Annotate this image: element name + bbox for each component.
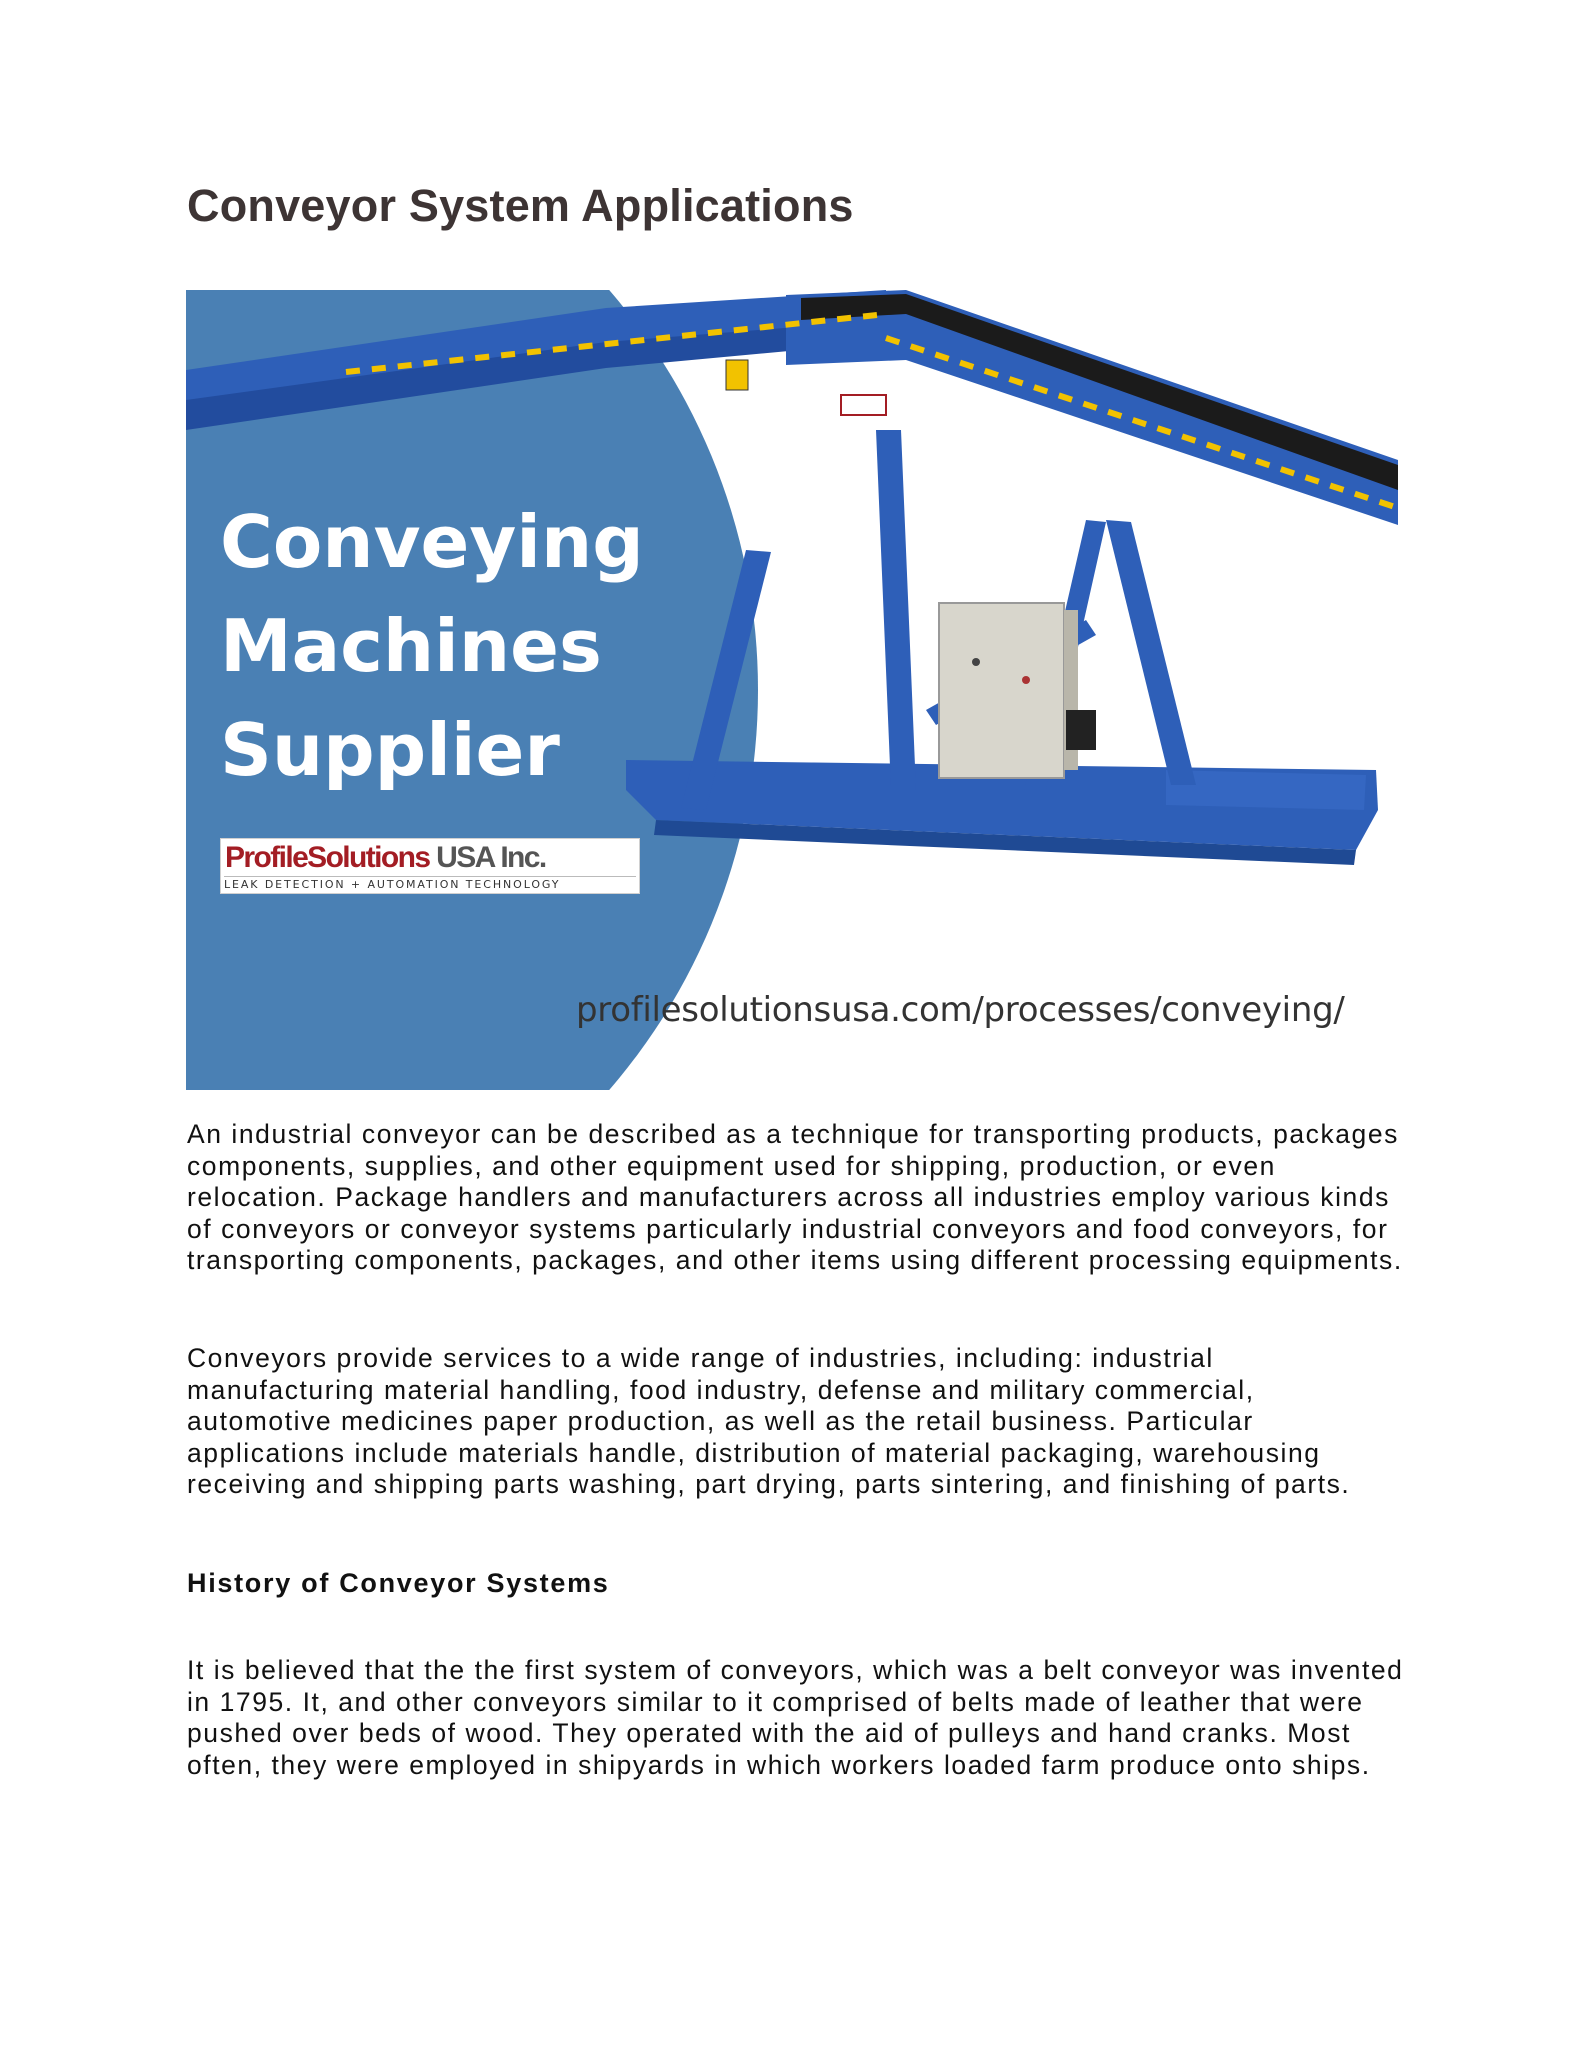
company-logo <box>220 838 640 894</box>
logo-name-part1: ProfileSolutions <box>225 841 430 874</box>
banner-headline <box>220 490 644 802</box>
history-heading: History of Conveyor Systems <box>187 1568 610 1598</box>
paragraph-history: It is believed that the the first system of conveyors, which was a belt conveyor was invented in 1795. It, and other conveyors similar to it comprised of belts made of leather that were pushed over beds of wood. They operated with the aid of pulleys and hand cranks. Most often, they were employed in shipyards in which workers loaded farm produce onto ships. <box>187 1655 1404 1780</box>
headline-line-2: Machines <box>220 604 602 688</box>
headline-line-3: Supplier <box>220 708 560 792</box>
logo-tagline: LEAK DETECTION + AUTOMATION TECHNOLOGY <box>224 876 636 892</box>
page-title: Conveyor System Applications <box>187 180 854 231</box>
paragraph-intro: An industrial conveyor can be described as a technique for transporting products, packages components, supplies, and other equipment used for shipping, production, or even relocation. Package handlers and manufacturers across all industries employ various kinds of conveyors or conveyor systems particularly industrial conveyors and food conveyors, for transporting components, packages, and other items using different processing equipments. <box>187 1119 1403 1275</box>
logo-name-part2: USA Inc. <box>429 841 546 874</box>
paragraph-industries: Conveyors provide services to a wide range of industries, including: industrial manufacturing material handling, food industry, defense and military commercial, automotive medicines paper production, as well as the retail business. Particular applications include materials handle, distribution of material packaging, warehousing receiving and shipping parts washing, part drying, parts sintering, and finishing of parts. <box>187 1343 1351 1499</box>
headline-line-1: Conveying <box>220 500 644 584</box>
logo-wordmark <box>225 841 546 875</box>
hero-banner <box>186 290 1398 1090</box>
banner-url: profilesolutionsusa.com/processes/conveying/ <box>576 990 1345 1030</box>
